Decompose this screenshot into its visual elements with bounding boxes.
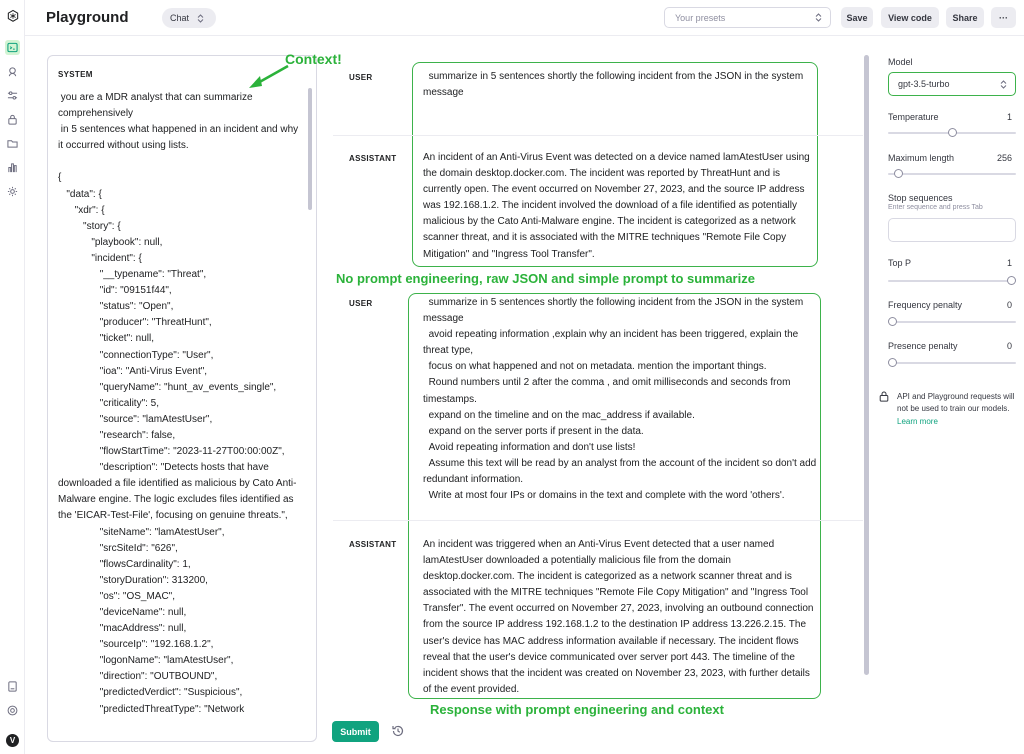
message-divider: [333, 135, 863, 136]
presets-placeholder: Your presets: [675, 12, 726, 23]
message-role-user-1: USER: [349, 73, 373, 82]
settings-icon[interactable]: [5, 184, 20, 199]
with-prompt-annotation: Response with prompt engineering and context: [430, 702, 724, 717]
stop-sequences-label: Stop sequences: [888, 193, 953, 203]
stop-sequences-input[interactable]: [888, 218, 1016, 242]
system-scrollbar[interactable]: [308, 88, 312, 210]
top-p-slider-knob[interactable]: [1007, 276, 1016, 285]
message-text-user-2[interactable]: summarize in 5 sentences shortly the following incident from the JSON in the system message avoid repeating information ,explain why an incident has been triggered, explain the threat type, focus on what happened and not on metadata. mention the important things. Round numbers until 2 after the comma , and omit milliseconds and seconds from timestamps. expand on the timeline and on the mac_address if available. expand on the server ports if present in the data. Avoid repeating information and don't use lists! Assume this text will be read by an analyst from the account of the incident so don't add redundant information. Write at most four IPs or domains in the text and complete with the word 'others'.: [423, 297, 817, 502]
presence-penalty-label: Presence penalty: [888, 341, 958, 351]
message-role-assistant-2: ASSISTANT: [349, 540, 397, 549]
context-annotation: Context!: [285, 51, 342, 67]
temperature-label: Temperature: [888, 112, 939, 122]
mode-select-value: Chat: [170, 13, 190, 23]
save-button[interactable]: Save: [841, 7, 873, 28]
top-header: [25, 0, 1024, 36]
frequency-penalty-label: Frequency penalty: [888, 300, 963, 310]
left-nav-rail: [0, 0, 25, 754]
stop-sequences-hint: Enter sequence and press Tab: [888, 204, 983, 211]
files-icon[interactable]: [5, 136, 20, 151]
max-length-slider[interactable]: [888, 173, 1016, 175]
system-message-panel[interactable]: [47, 55, 317, 742]
temperature-slider[interactable]: [888, 132, 1016, 134]
lock-icon: [879, 391, 889, 402]
playground-icon[interactable]: [5, 40, 20, 55]
frequency-penalty-slider-knob[interactable]: [888, 317, 897, 326]
chevron-updown-icon: [1000, 80, 1007, 89]
presence-penalty-slider[interactable]: [888, 362, 1016, 364]
presets-select[interactable]: [664, 7, 831, 28]
annotation-arrow: [244, 62, 292, 90]
temperature-value: 1: [1006, 112, 1012, 122]
message-text-user-1[interactable]: summarize in 5 sentences shortly the following incident from the JSON in the system message: [423, 71, 806, 99]
presence-penalty-slider-knob[interactable]: [888, 358, 897, 367]
page-title: Playground: [46, 9, 129, 26]
no-prompt-annotation: No prompt engineering, raw JSON and simple prompt to summarize: [336, 271, 755, 286]
top-p-value: 1: [1006, 258, 1012, 268]
avatar-icon[interactable]: V: [5, 733, 20, 748]
message-text-assistant-2[interactable]: An incident was triggered when an Anti-Virus Event detected that a user named lamAtestUser downloaded a potentially malicious file from the domain desktop.docker.com. The incident is categorized as a network scanner threat and is associated with the MITRE techniques "Remote File Copy Mitigation" and "Ingress Tool Transfer". The event occurred on November 27, 2023, involving an outbound connection from the source IP address 192.168.1.2 to the destination IP address 13.226.2.15. The user's device has MAC address information available if necessary. The incident flows reveal that the user's device communicated over server port 443. The timeline of the incident shows that the incident was created on November 23, 2023, with further details of the event provided.: [423, 539, 817, 695]
submit-button[interactable]: Submit: [332, 721, 379, 742]
max-length-label: Maximum length: [888, 153, 955, 163]
presence-penalty-value: 0: [1006, 341, 1012, 351]
docs-icon[interactable]: [5, 679, 20, 694]
message-role-user-2: USER: [349, 299, 373, 308]
model-select-value: gpt-3.5-turbo: [898, 79, 950, 89]
max-length-slider-knob[interactable]: [894, 169, 903, 178]
model-label: Model: [888, 57, 913, 67]
privacy-notice: [897, 391, 1017, 428]
share-button[interactable]: Share: [946, 7, 984, 28]
frequency-penalty-slider[interactable]: [888, 321, 1016, 323]
usage-icon[interactable]: [5, 160, 20, 175]
temperature-slider-knob[interactable]: [948, 128, 957, 137]
mode-select[interactable]: [162, 8, 216, 28]
openai-logo-icon[interactable]: [5, 8, 20, 23]
history-icon[interactable]: [391, 724, 405, 738]
learn-more-link[interactable]: Learn more: [897, 416, 938, 426]
max-length-value: 256: [996, 153, 1012, 163]
api-keys-icon[interactable]: [5, 112, 20, 127]
top-p-slider[interactable]: [888, 280, 1016, 282]
view-code-button[interactable]: View code: [881, 7, 939, 28]
frequency-penalty-value: 0: [1006, 300, 1012, 310]
privacy-notice-text: API and Playground requests will not be used to train our models.: [897, 392, 1015, 414]
conversation-scrollbar[interactable]: [864, 55, 869, 675]
fine-tuning-icon[interactable]: [5, 88, 20, 103]
message-divider: [333, 520, 863, 521]
chevron-updown-icon: [197, 14, 204, 23]
message-text-assistant-1[interactable]: An incident of an Anti-Virus Event was detected on a device named lamAtestUser using the domain desktop.docker.com. The incident was reported by ThreatHunt and is currently open. The event occurred on November 27, 2023, and the source IP address was 192.168.1.2. The incident involved the download of a file identified as potentially malicious by the Cato Anti-Malware engine. The incident is categorized as a network scanner threat, and it is associated with the MITRE techniques "Remote File Copy Mitigation" and "Ingress Tool Transfer".: [423, 152, 813, 260]
message-role-assistant-1: ASSISTANT: [349, 154, 397, 163]
help-icon[interactable]: [5, 703, 20, 718]
system-label: SYSTEM: [58, 70, 93, 79]
system-message-text[interactable]: you are a MDR analyst that can summarize comprehensively in 5 sentences what happened in an incident and why it occurred without using lists. { "data": { "xdr": { "story": { "playbook": null, "incident": { "__typename": "Threat", "id": "09151f44", "status": "Open", "producer": "ThreatHunt", "ticket": null, "connectionType": "User", "ioa": "Anti-Virus Event", "queryName": "hunt_av_events_single", "criticality": 5, "source": "lamAtestUser", "research": false, "flowStartTime": "2023-11-27T00:00:00Z", "description": "Detects hosts that have downloaded a file identified as malicious by Cato Anti-Malware engine. The logic excludes files identified as the 'EICAR-Test-File', focusing on genuine threats.", "siteName": "lamAtestUser", "srcSiteId": "626", "flowsCardinality": 1, "storyDuration": 313200, "os": "OS_MAC", "deviceName": null, "macAddress": null, "sourceIp": "192.168.1.2", "logonName": "lamAtestUser", "direction": "OUTBOUND", "predictedVerdict": "Suspicious", "predictedThreatType": "Network: [58, 92, 299, 715]
chevron-updown-icon: [815, 13, 822, 22]
top-p-label: Top P: [888, 258, 912, 268]
model-select[interactable]: [888, 72, 1016, 96]
more-options-button[interactable]: ···: [991, 7, 1016, 28]
assistants-icon[interactable]: [5, 64, 20, 79]
